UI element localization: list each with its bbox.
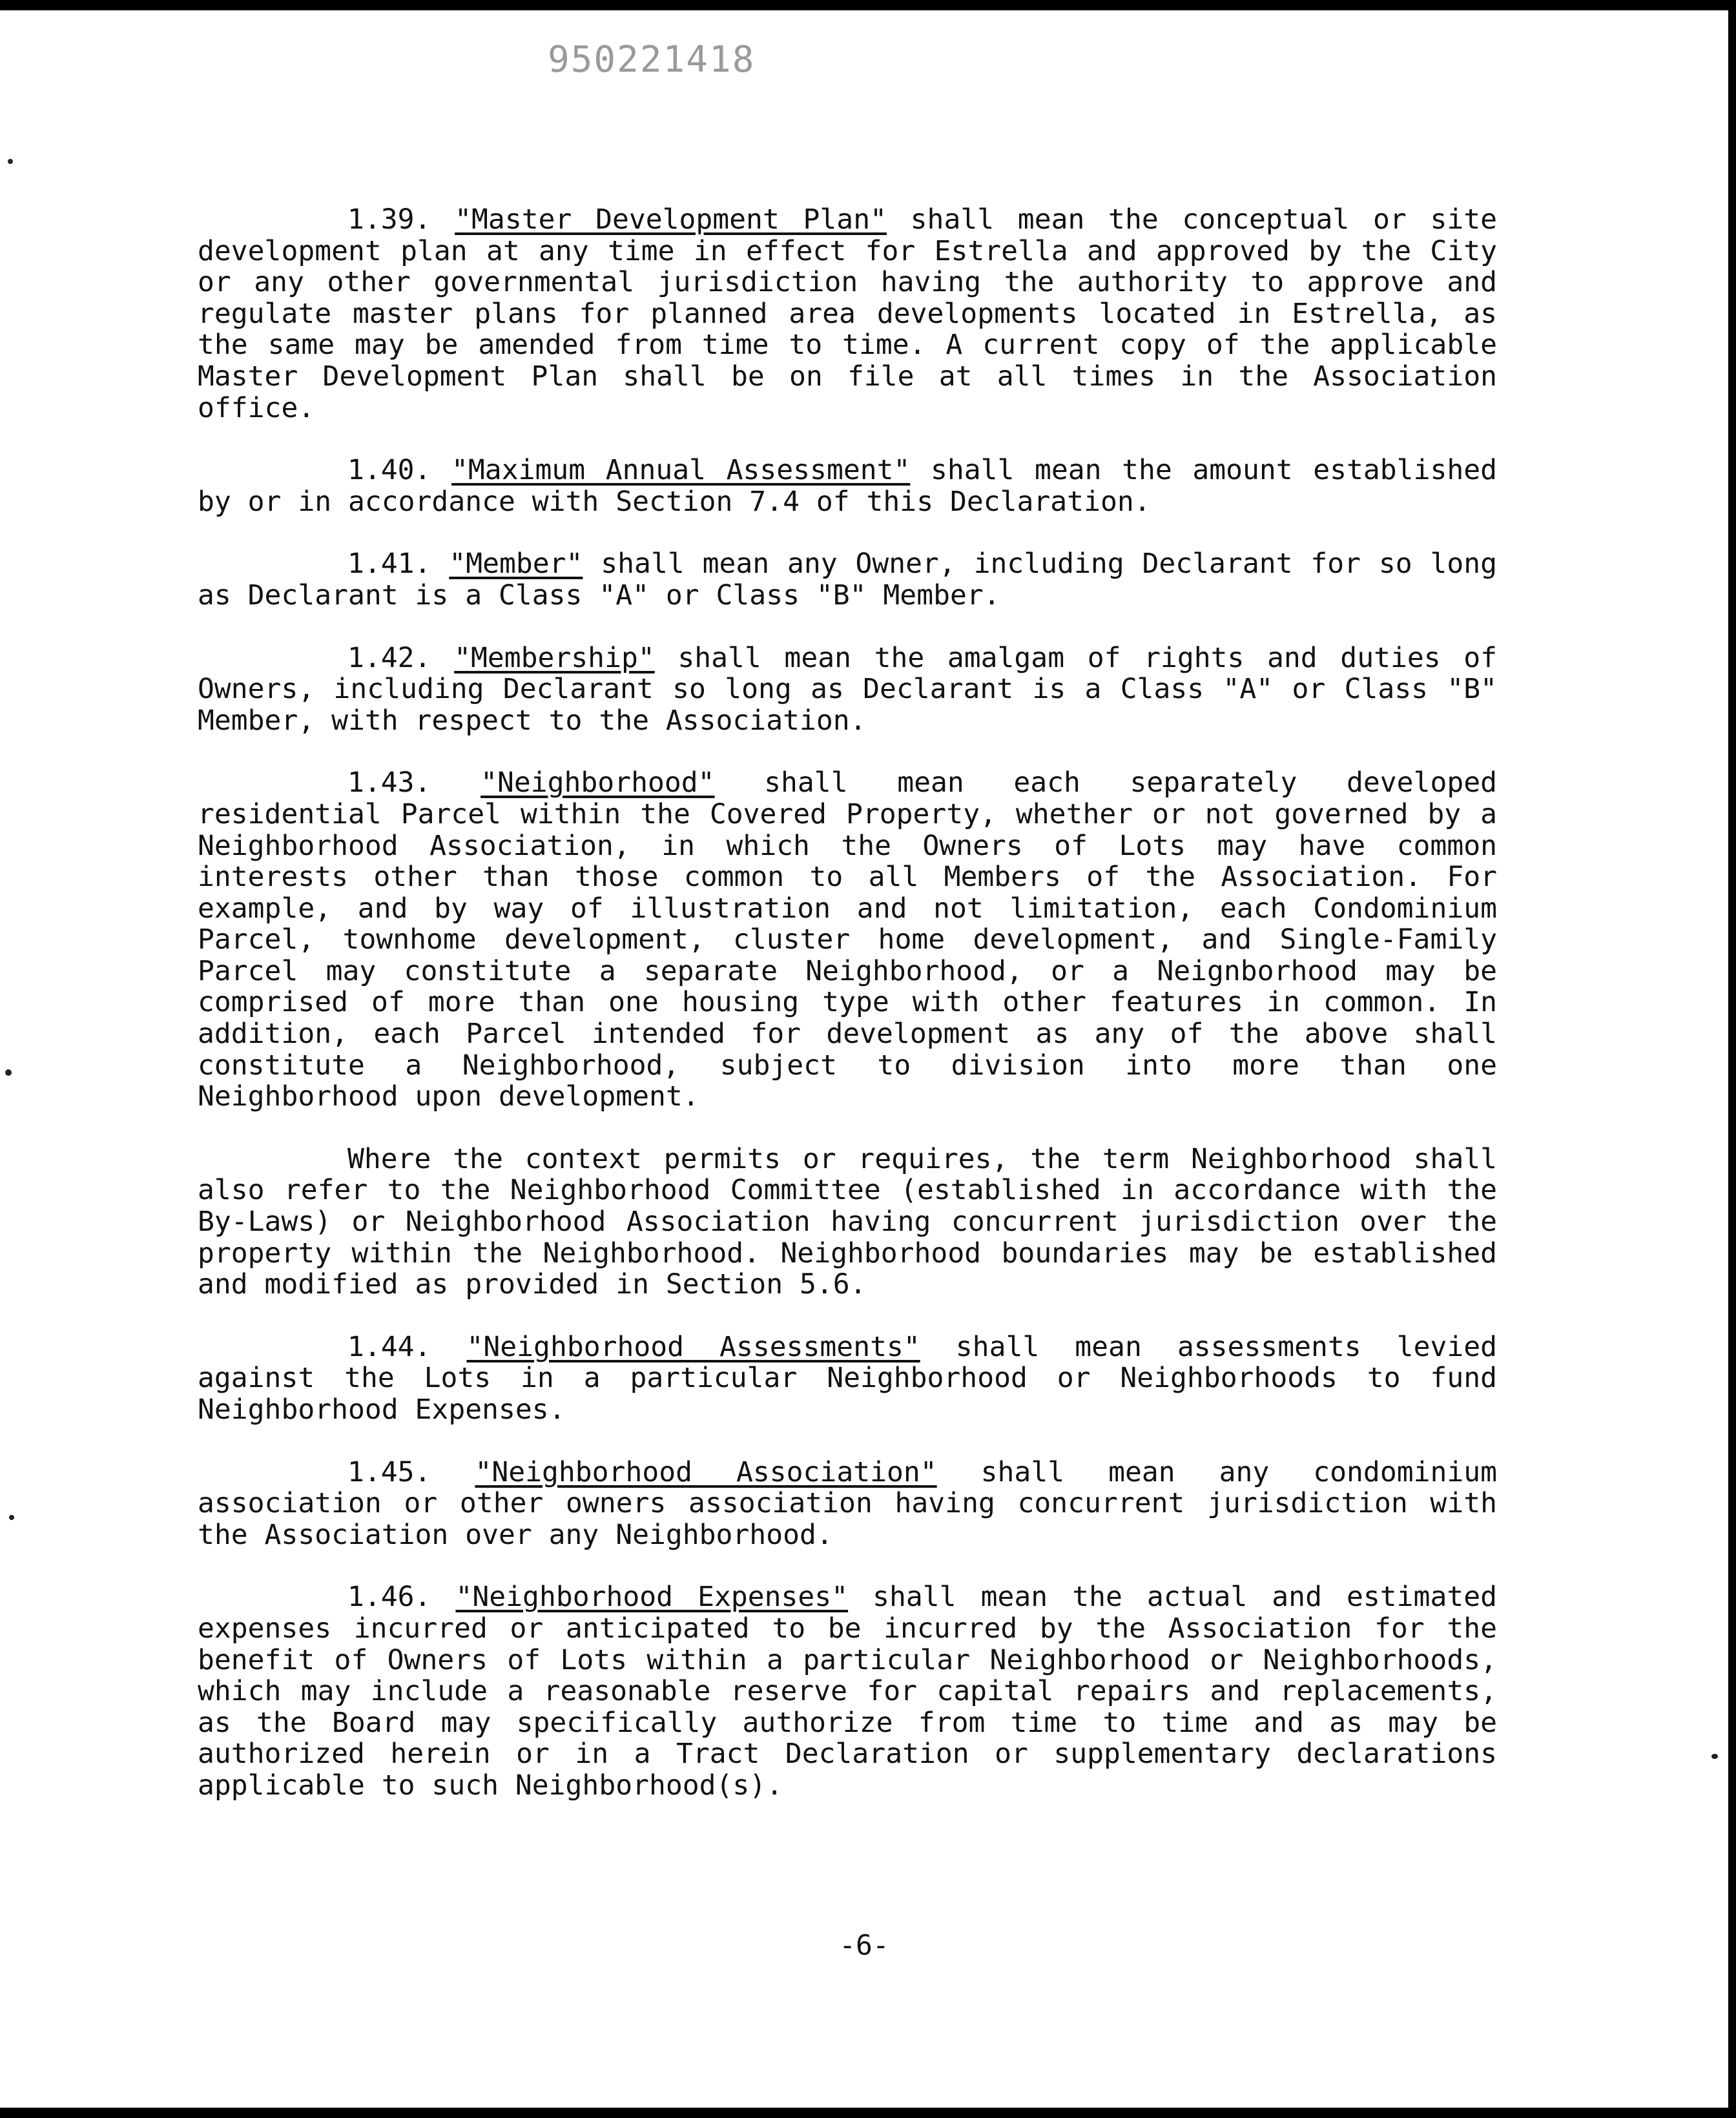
definition-1-41 <box>198 548 1497 611</box>
scan-speck <box>5 1069 12 1076</box>
definition-number: 1.46. <box>347 1581 431 1614</box>
definition-1-46 <box>198 1581 1497 1801</box>
definition-number: 1.42. <box>347 641 431 674</box>
definition-text: shall mean any Owner, including Declarant for so long as Declarant is a Class "A" or Class "B" Member. <box>198 548 1498 612</box>
definition-number: 1.43. <box>347 766 431 799</box>
definition-text: shall mean the conceptual or site development plan at any time in effect for Estrella and approved by the City or any other governmental jurisdiction having the authority to approve and regulate master plans for planned area developments located in Estrella, as the same may be amended from time to time. A current copy of the applicable Master Development Plan shall be on file at all times in the Association office. <box>198 203 1498 424</box>
definition-number: 1.40. <box>347 454 431 487</box>
definition-text: shall mean assessments levied against the Lots in a particular Neighborhood or Neighborhoods to fund Neighborhood Expenses. <box>198 1330 1498 1426</box>
definition-term: "Neighborhood Assessments" <box>466 1330 920 1363</box>
neighborhood-note-paragraph <box>198 1144 1497 1301</box>
definition-term: "Member" <box>449 548 583 581</box>
definition-term: "Maximum Annual Assessment" <box>451 454 911 487</box>
definition-term: "Membership" <box>454 641 655 674</box>
definition-text: shall mean the amalgam of rights and duties of Owners, including Declarant so long as Declarant is a Class "A" or Class "B" Member, with respect to the Association. <box>198 641 1498 737</box>
definition-text: shall mean each separately developed residential Parcel within the Covered Property, whether or not governed by a Neighborhood Association, in which the Owners of Lots may have common interests other than those common to all Members of the Association. For example, and by way of illustration and not limitation, each Condominium Parcel, townhome development, cluster home development, and Single-Family Parcel may constitute a separate Neighborhood, or a Neignborhood may be comprised of more than one housing type with other features in common. In addition, each Parcel intended for development as any of the above shall constitute a Neighborhood, subject to division into more than one Neighborhood upon development. <box>198 766 1498 1113</box>
document-body <box>198 204 1497 1833</box>
paragraph-text: Where the context permits or requires, the term Neighborhood shall also refer to the Neighborhood Committee (established in accordance with the By-Laws) or Neighborhood Association having concurrent jurisdiction over the property within the Neighborhood. Neighborhood boundaries may be established and modified as provided in Section 5.6. <box>198 1142 1497 1301</box>
paragraph-indent <box>198 1143 347 1175</box>
definition-1-39 <box>198 204 1497 424</box>
definition-term: "Neighborhood Expenses" <box>455 1581 849 1614</box>
definition-term: "Neighborhood" <box>480 766 715 799</box>
definition-number: 1.45. <box>347 1455 431 1488</box>
scan-speck <box>8 159 13 164</box>
scan-speck <box>1711 1754 1718 1759</box>
definition-text: shall mean the actual and estimated expenses incurred or anticipated to be incurred by the Association for the benefit of Owners of Lots within a particular Neighborhood or Neighborhoods, which may include a reasonable reserve for capital repairs and replacements, as the Board may specifically authorize from time to time and as may be authorized herein or in a Tract Declaration or supplementary declarations applicable to such Neighborhood(s). <box>198 1581 1497 1802</box>
definition-1-43 <box>198 767 1497 1113</box>
definition-number: 1.39. <box>347 203 431 236</box>
document-stamp: 950221418 <box>548 39 756 81</box>
definition-1-45 <box>198 1457 1497 1551</box>
definition-term: "Master Development Plan" <box>455 203 887 236</box>
definition-1-44 <box>198 1331 1497 1426</box>
definition-1-42 <box>198 643 1497 737</box>
definition-number: 1.44. <box>347 1330 431 1363</box>
document-page <box>0 10 1728 2108</box>
definition-text: shall mean any condominium association or other owners association having concurrent jurisdiction with the Association over any Neighborhood. <box>198 1455 1498 1551</box>
scan-speck <box>9 1515 14 1520</box>
definition-1-40 <box>198 455 1497 517</box>
page-number: -6- <box>839 1929 889 1962</box>
definition-term: "Neighborhood Association" <box>475 1455 937 1488</box>
definition-number: 1.41. <box>347 548 431 581</box>
definition-text: shall mean the amount established by or in accordance with Section 7.4 of this Declaration. <box>198 454 1498 518</box>
